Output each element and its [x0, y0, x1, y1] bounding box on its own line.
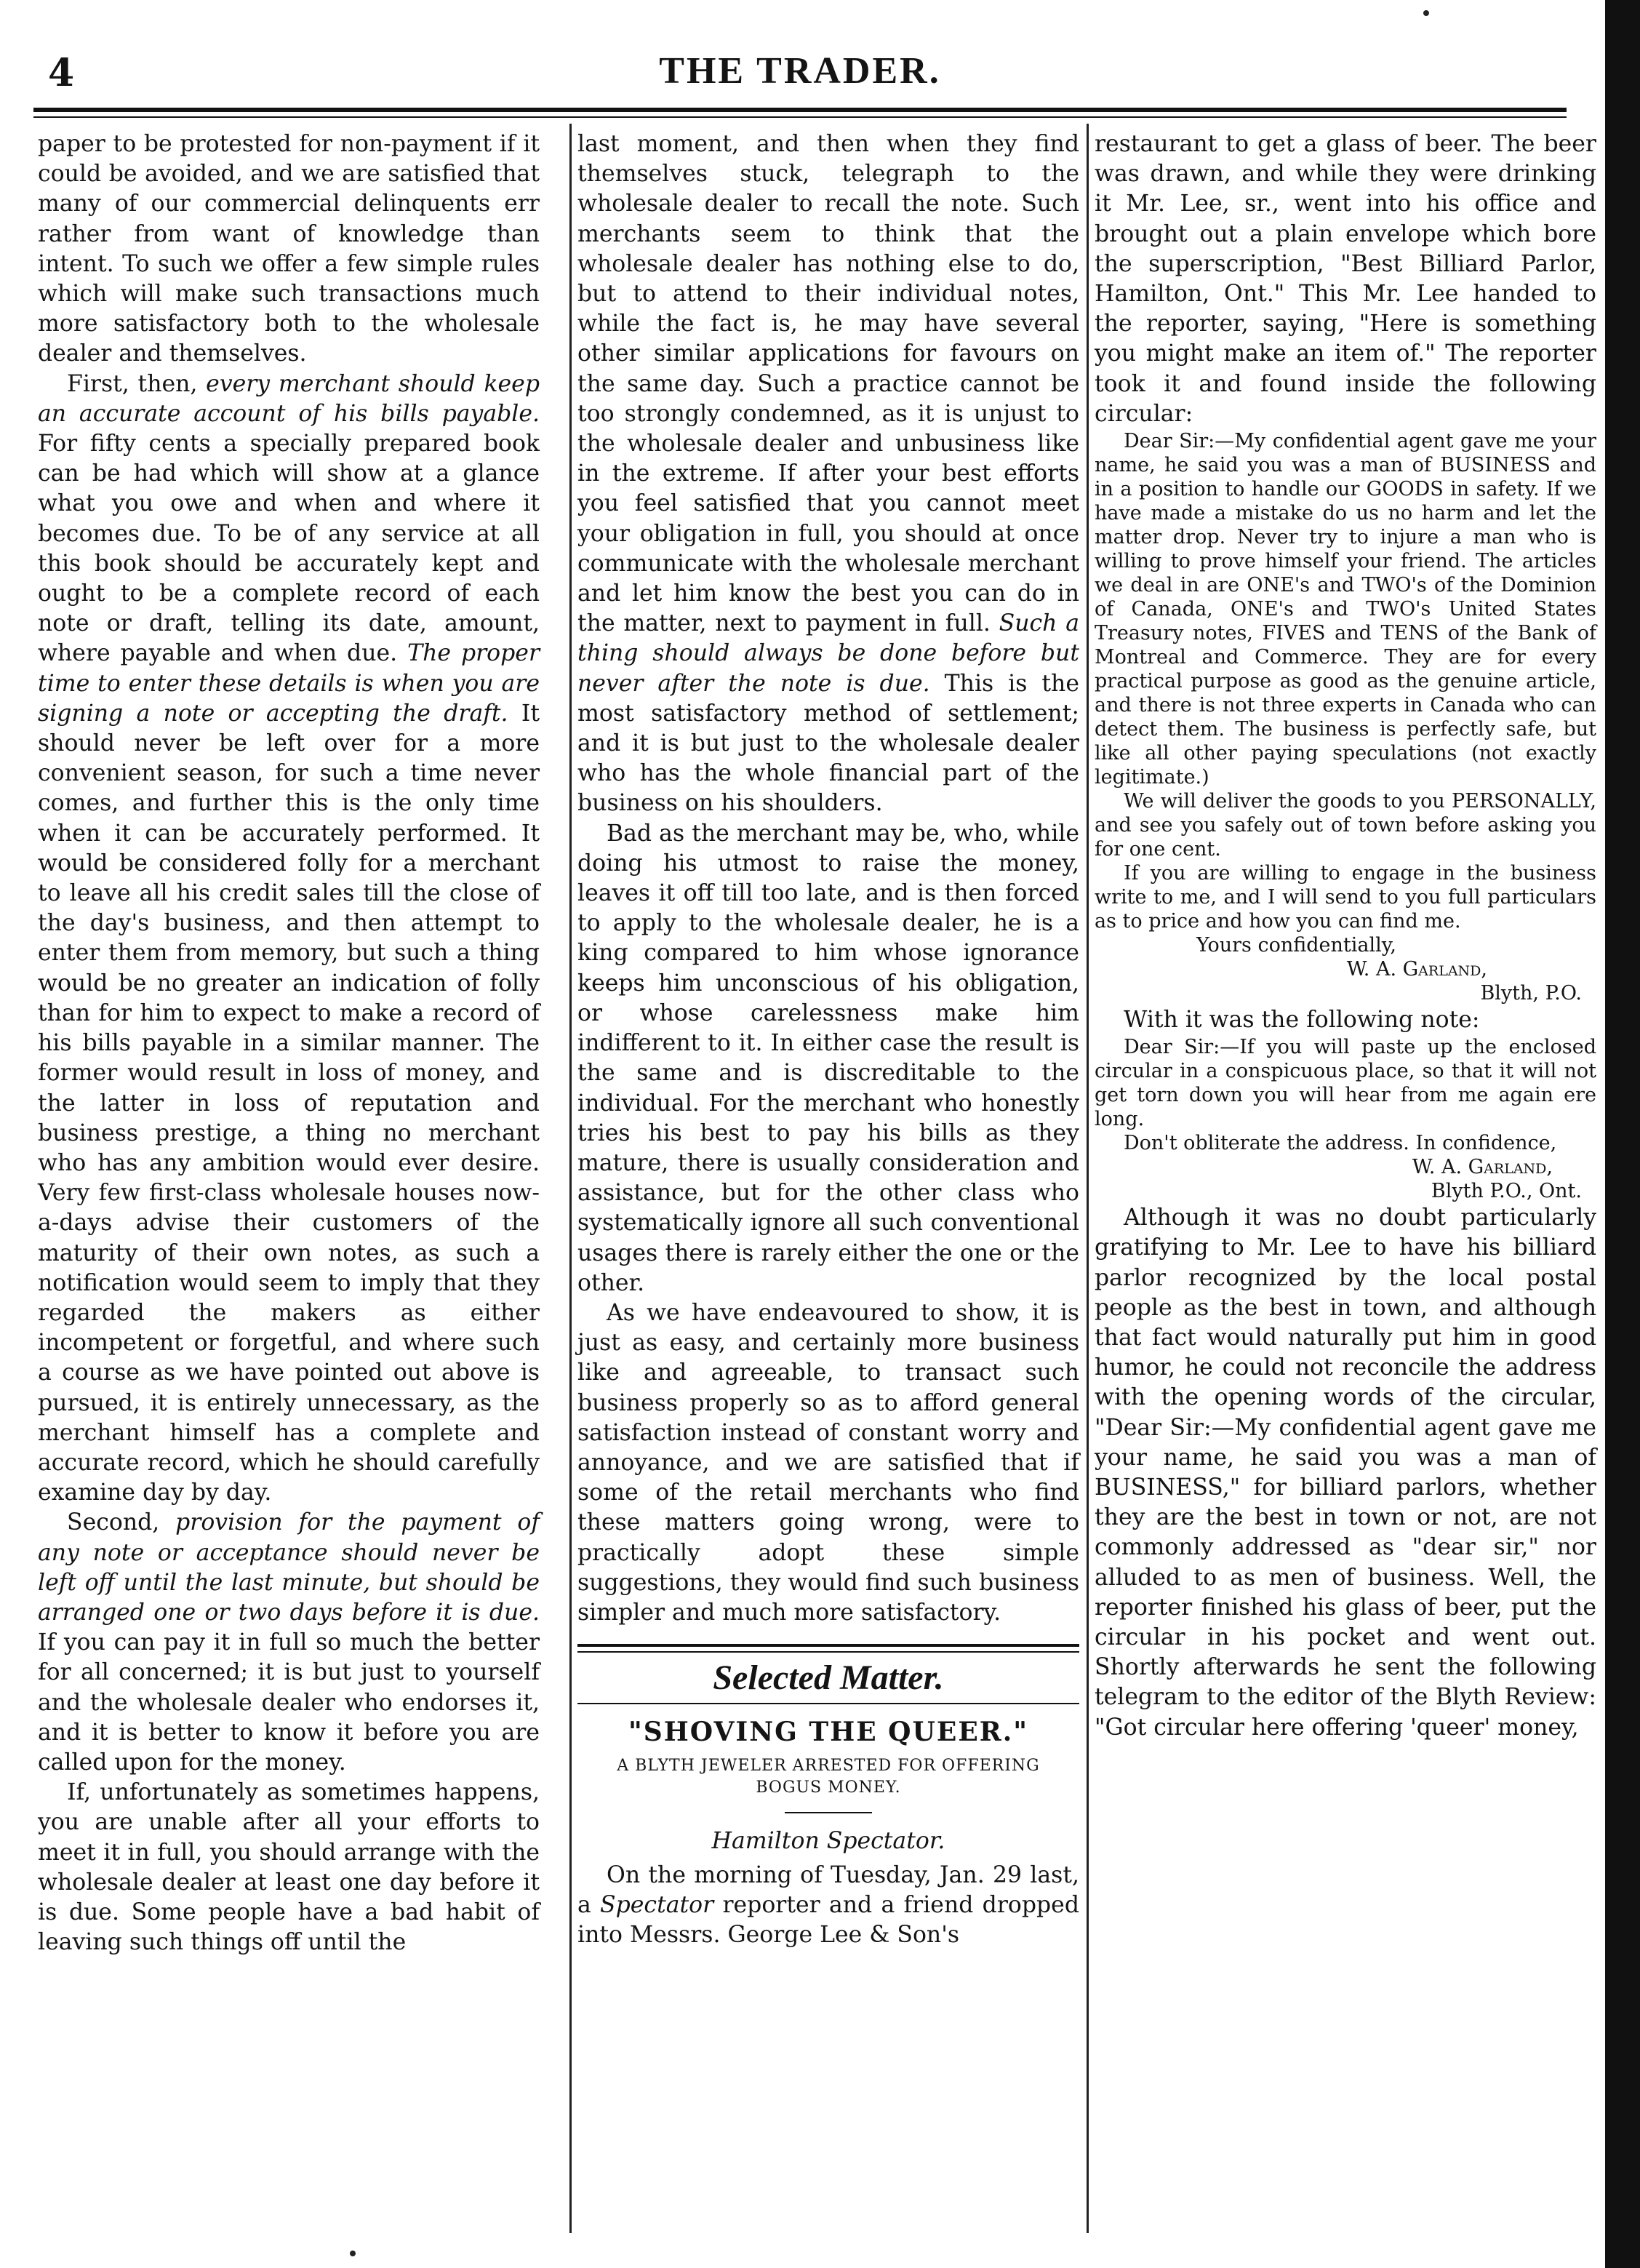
- paragraph: Bad as the merchant may be, who, while doing his utmost to raise the money, leaves it off till too late, and is then forced to apply to the wholesale dealer, he is a king compared to him whose ignorance keeps him unconscious of his obligation, or whose carelessness make him indifferent to it. In either case the result is the same and is discreditable to the individual. For the merchant who honestly tries his best to pay his bills as they mature, there is usually consideration and assistance, but for the other class who systematically ignore all such conventional usages there is rarely either the one or the other.: [577, 820, 1079, 1296]
- article-subhead: A BLYTH JEWELER ARRESTED FOR OFFERING BOGUS MONEY.: [617, 1756, 1040, 1797]
- section-rule-thick: [577, 1644, 1079, 1647]
- text-run: last moment, and then when they find themselves stuck, telegraph to the wholesale dealer to recall the note. Such merchants seem to think that the wholesale dealer has nothing else to do, but to attend to their individual notes, while the fact is, he may have several other similar applications for favours on the same day. Such a practice cannot be too strongly condemned, as it is unjust to the wholesale dealer and unbusiness like in the extreme. If after your best efforts you feel satisfied that you cannot meet your obligation in full, you should at once communicate with the wholesale merchant and let him know the best you can do in the matter, next to payment in full.: [577, 131, 1079, 637]
- letter-paragraph: If you are willing to engage in the business write to me, and I will send to you full particulars as to price and how you can find me.: [1095, 862, 1596, 933]
- paragraph: [577, 129, 1079, 819]
- paragraph: [577, 1861, 1079, 1951]
- article-title: "SHOVING THE QUEER.": [628, 1717, 1029, 1748]
- text-run: If you can pay it in full so much the better for all concerned; it is but just to yourself and the wholesale dealer who endorses it, and it is better to know it before you are called upon for the money.: [38, 1629, 540, 1776]
- article-source: Hamilton Spectator.: [711, 1827, 945, 1854]
- text-run: On the morning of Tuesday, Jan. 29 last, a: [577, 1861, 1079, 1918]
- header-rule-thick: [33, 108, 1567, 112]
- text-run: This is the most satisfactory method of settlement; and it is but just to the wholesale dealer who has the whole financial part of the business on his shoulders.: [577, 670, 1079, 817]
- letter-paragraph: Dear Sir:—My confidential agent gave me your name, he said you was a man of BUSINESS and in a position to handle our GOODS in safety. If we have made a mistake do us no harm and let the matter drop. Never try to injure a man who is willing to prove himself your friend. The articles we deal in are ONE's and TWO's of the Dominion of Canada, ONE's and TWO's United States Treasury notes, FIVES and TENS of the Bank of Montreal and Commerce. They are for every practical purpose as good as the genuine article, and there is not three experts in Canada who can detect them. The business is perfectly safe, but like all other paying speculations (not exactly legitimate.): [1095, 430, 1596, 789]
- masthead-title: THE TRADER.: [659, 50, 941, 92]
- paragraph: paper to be protested for non-payment if it could be avoided, and we are satisfied that many of our commercial delinquents err rather from want of knowledge than intent. To such we offer a few simple rules which will make such transactions much more satisfactory both to the wholesale dealer and themselves.: [38, 131, 540, 367]
- paragraph: If, unfortunately as sometimes happens, you are unable after all your efforts to meet it in full, you should arrange with the wholesale dealer at least one day before it is due. Some people have a bad habit of leaving such things off until the: [38, 1779, 540, 1956]
- text-run: Second,: [67, 1509, 176, 1536]
- enclosed-note: [1095, 1035, 1596, 1203]
- section-rule-thin: [577, 1703, 1079, 1704]
- paragraph: Although it was no doubt particularly gratifying to Mr. Lee to have his billiard parlor recognized by the local postal people as the best in town, and although that fact would naturally put him in good humor, he could not reconcile the address with the opening words of the circular, "Dear Sir:—My confidential agent gave me your name, he said you was a man of BUSINESS," for billiard parlors, whether they are the best in town or not, are not commonly addressed as "dear sir," nor alluded to as men of business. Well, the reporter finished his glass of beer, put the circular in his pocket and went out. Shortly afterwards he sent the following telegram to the editor of the Blyth Review: "Got circular here offering 'queer' money,: [1095, 1205, 1596, 1741]
- column-1: [38, 129, 540, 1957]
- column-divider-2: [1087, 124, 1089, 2233]
- signature-name: W. A. Garland,: [1412, 1156, 1553, 1179]
- column-3: [1095, 129, 1596, 1743]
- note-paragraph: Don't obliterate the address. In confidence,: [1124, 1132, 1557, 1155]
- paragraph: restaurant to get a glass of beer. The beer was drawn, and while they were drinking it Mr. Lee, sr., went into his office and brought out a plain envelope which bore the superscription, "Best Billiard Parlor, Hamilton, Ont." This Mr. Lee handed to the reporter, saying, "Here is something you might make an item of." The reporter took it and found inside the following circular:: [1095, 131, 1596, 427]
- column-2: [577, 129, 1079, 1950]
- page-number: 4: [48, 51, 75, 95]
- emphasis: The proper time to enter these details is when you are signing a note or accepting the draft.: [38, 640, 540, 727]
- section-title: Selected Matter.: [713, 1658, 944, 1698]
- paragraph: [38, 370, 540, 1509]
- header-rule-thin: [33, 116, 1567, 118]
- column-divider-1: [569, 124, 572, 2233]
- paragraph: [38, 1508, 540, 1778]
- short-rule: [785, 1812, 872, 1813]
- signature-place: Blyth, P.O.: [1480, 982, 1582, 1005]
- page-header: [33, 45, 1567, 103]
- letter-paragraph: We will deliver the goods to you PERSONALLY, and see you safely out of town before asking you for one cent.: [1095, 790, 1596, 861]
- emphasis: every merchant should keep an accurate account of his bills payable.: [38, 370, 540, 427]
- text-run: reporter and a friend dropped into Messrs. George Lee & Son's: [577, 1891, 1079, 1949]
- scan-speck: [350, 2251, 356, 2256]
- text-run: It should never be left over for a more convenient season, for such a time never comes, and further this is the only time when it can be accurately performed. It would be considered folly for a merchant to leave all his credit sales till the close of the day's business, and then attempt to enter them from memory, but such a thing would be no greater an indication of folly than for him to expect to make a record of his bills payable in a similar manner. The former would result in loss of money, and the latter in loss of reputation and business prestige, a thing no merchant who has any ambition would ever desire. Very few first-class wholesale houses now-a-days advise their customers of the maturity of their own notes, as such a notification would seem to imply that they regarded the makers as either incompetent or forgetful, and where such a course as we have pointed out above is pursued, it is entirely unnecessary, as the merchant himself has a complete and accurate record, which he should carefully examine day by day.: [38, 700, 540, 1506]
- scan-edge-bar: [1605, 0, 1640, 2268]
- paragraph: With it was the following note:: [1124, 1007, 1480, 1034]
- circular-letter: [1095, 429, 1596, 1005]
- paragraph: As we have endeavoured to show, it is just as easy, and certainly more business like and agreeable, to transact such business properly so as to afford general satisfaction instead of constant worry and annoyance, and we are satisfied that if some of the retail merchants who find these matters going wrong, were to practically adopt these simple suggestions, they would find such business simpler and much more satisfactory.: [577, 1299, 1079, 1626]
- emphasis: Such a thing should always be done before but never after the note is due.: [577, 610, 1079, 697]
- text-run: For fifty cents a specially prepared book can be had which will show at a glance what you owe and when and where it becomes due. To be of any service at all this book should be accurately kept and ought to be a complete record of each note or draft, telling its date, amount, where payable and when due.: [38, 431, 540, 667]
- section-rule-thin: [577, 1651, 1079, 1653]
- note-paragraph: Dear Sir:—If you will paste up the enclosed circular in a conspicuous place, so that it will not get torn down you will hear from me again ere long.: [1095, 1036, 1596, 1131]
- signature-name: W. A. Garland,: [1346, 958, 1487, 981]
- emphasis: Spectator: [600, 1891, 714, 1918]
- scan-speck: [1423, 10, 1429, 16]
- letter-closing: Yours confidentially,: [1196, 934, 1396, 957]
- text-run: First, then,: [67, 370, 207, 397]
- emphasis: provision for the payment of any note or acceptance should never be left off until the last minute, but should be arranged one or two days before it is due.: [38, 1509, 540, 1626]
- signature-place: Blyth P.O., Ont.: [1431, 1180, 1582, 1203]
